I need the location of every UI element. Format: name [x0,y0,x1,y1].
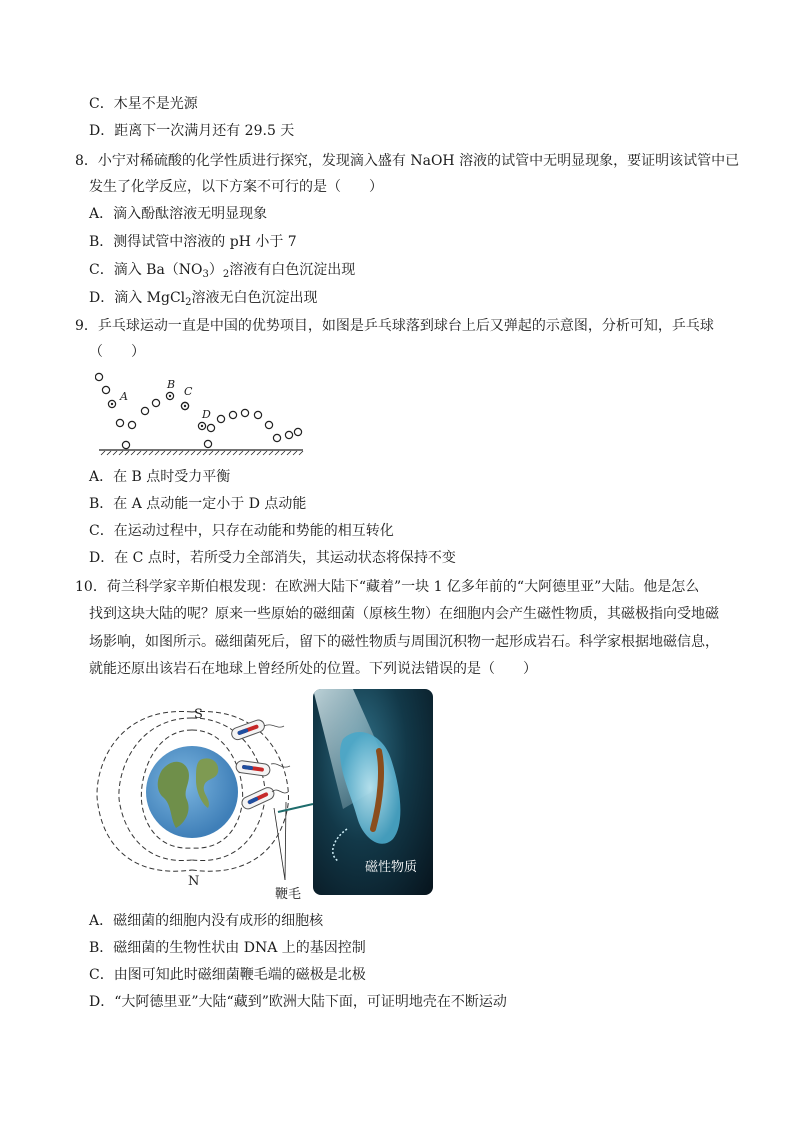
q8-option-d-post: 溶液无白色沉淀出现 [191,290,318,306]
q8-option-b: B．测得试管中溶液的 pH 小于 7 [89,234,297,250]
ball-17 [273,434,280,441]
north-pole-label: N [188,874,200,889]
q10-option-a: A．磁细菌的细胞内没有成形的细胞核 [89,913,324,929]
ball-4 [128,421,135,428]
q9-stem-line1: 9．乒乓球运动一直是中国的优势项目，如图是乒乓球落到球台上后又弹起的示意图，分析可知，乒乓球 [75,318,714,334]
q7-option-d: D．距离下一次满月还有 29.5 天 [89,123,295,139]
q8-option-d [89,288,318,313]
ping-pong-bounce-figure [95,368,310,460]
ball-14 [241,409,248,416]
ball-1 [95,373,102,380]
q10-option-c: C．由图可知此时磁细菌鞭毛端的磁极是北极 [89,967,366,983]
ball-5 [122,441,129,448]
ball-16 [265,421,272,428]
q8-stem-line1: 8．小宁对稀硫酸的化学性质进行探究，发现滴入盛有 NaOH 溶液的试管中无明显现象，要证明该试管中已 [75,153,740,169]
q10-option-d: D．“大阿德里亚”大陆“藏到”欧洲大陆下面，可证明地壳在不断运动 [89,994,507,1010]
bacterium-1 [230,718,266,741]
ball-18 [285,431,292,438]
ball-6 [141,407,148,414]
flagellum-pointer [274,808,285,880]
q8-stem-line2: 发生了化学反应，以下方案不可行的是（ ） [89,179,383,195]
q10-option-b: B．磁细菌的生物性状由 DNA 上的基因控制 [89,940,366,956]
q8-option-d-sub: 2 [185,297,192,308]
bacterium-3 [240,786,276,811]
q8-option-c-sub1: 3 [202,269,209,280]
q9-option-c: C．在运动过程中，只存在动能和势能的相互转化 [89,523,394,539]
q10-stem-line3: 场影响，如图所示。磁细菌死后，留下的磁性物质与周围沉积物一起形成岩石。科学家根据地磁信息， [89,634,719,650]
connector-line [278,804,313,812]
q8-option-c-pre: C．滴入 Ba（NO [89,262,203,278]
label-d: D [202,408,211,421]
earth-magnetic-field-figure [92,700,322,905]
q8-option-c-sub2: 2 [222,269,230,280]
q8-option-c-mid: ） [208,262,223,278]
bacterium-2 [235,760,270,777]
q9-option-a: A．在 B 点时受力平衡 [89,469,231,485]
q8-option-c-post: 溶液有白色沉淀出现 [229,262,356,278]
ball-19 [294,428,301,435]
ball-13 [229,411,236,418]
label-b: B [167,378,176,391]
q7-option-c: C．木星不是光源 [89,96,198,112]
magnetic-material-label: 磁性物质 [365,860,418,875]
ball-20 [204,440,211,447]
flagellum-label: 鞭毛 [275,887,302,902]
bacterium-cell [340,732,400,844]
q9-option-d: D．在 C 点时，若所受力全部消失，其运动状态将保持不变 [89,550,456,566]
q9-stem-line2: （ ） [89,344,145,360]
q9-option-b: B．在 A 点动能一定小于 D 点动能 [89,496,307,512]
ball-3 [116,419,123,426]
q8-option-c [89,260,355,285]
magnetotactic-bacterium-photo [313,689,433,895]
ball-7 [152,399,159,406]
ball-11 [207,424,214,431]
south-pole-label: S [194,707,203,722]
ball-15 [254,411,261,418]
q8-option-d-pre: D．滴入 MgCl [89,290,186,306]
label-a: A [120,390,128,403]
q10-stem-line2: 找到这块大陆的呢？原来一些原始的磁细菌（原核生物）在细胞内会产生磁性物质，其磁极指向受地磁 [89,606,719,622]
ball-2 [102,386,109,393]
q10-stem-line1: 10．荷兰科学家辛斯伯根发现：在欧洲大陆下“藏着”一块 1 亿多年前的“大阿德里亚”大陆。他是怎么 [75,579,700,595]
ball-12 [217,415,224,422]
label-c: C [184,385,193,398]
q10-stem-line4: 就能还原出该岩石在地球上曾经所处的位置。下列说法错误的是（ ） [89,661,537,677]
q8-option-a: A．滴入酚酞溶液无明显现象 [89,206,268,222]
